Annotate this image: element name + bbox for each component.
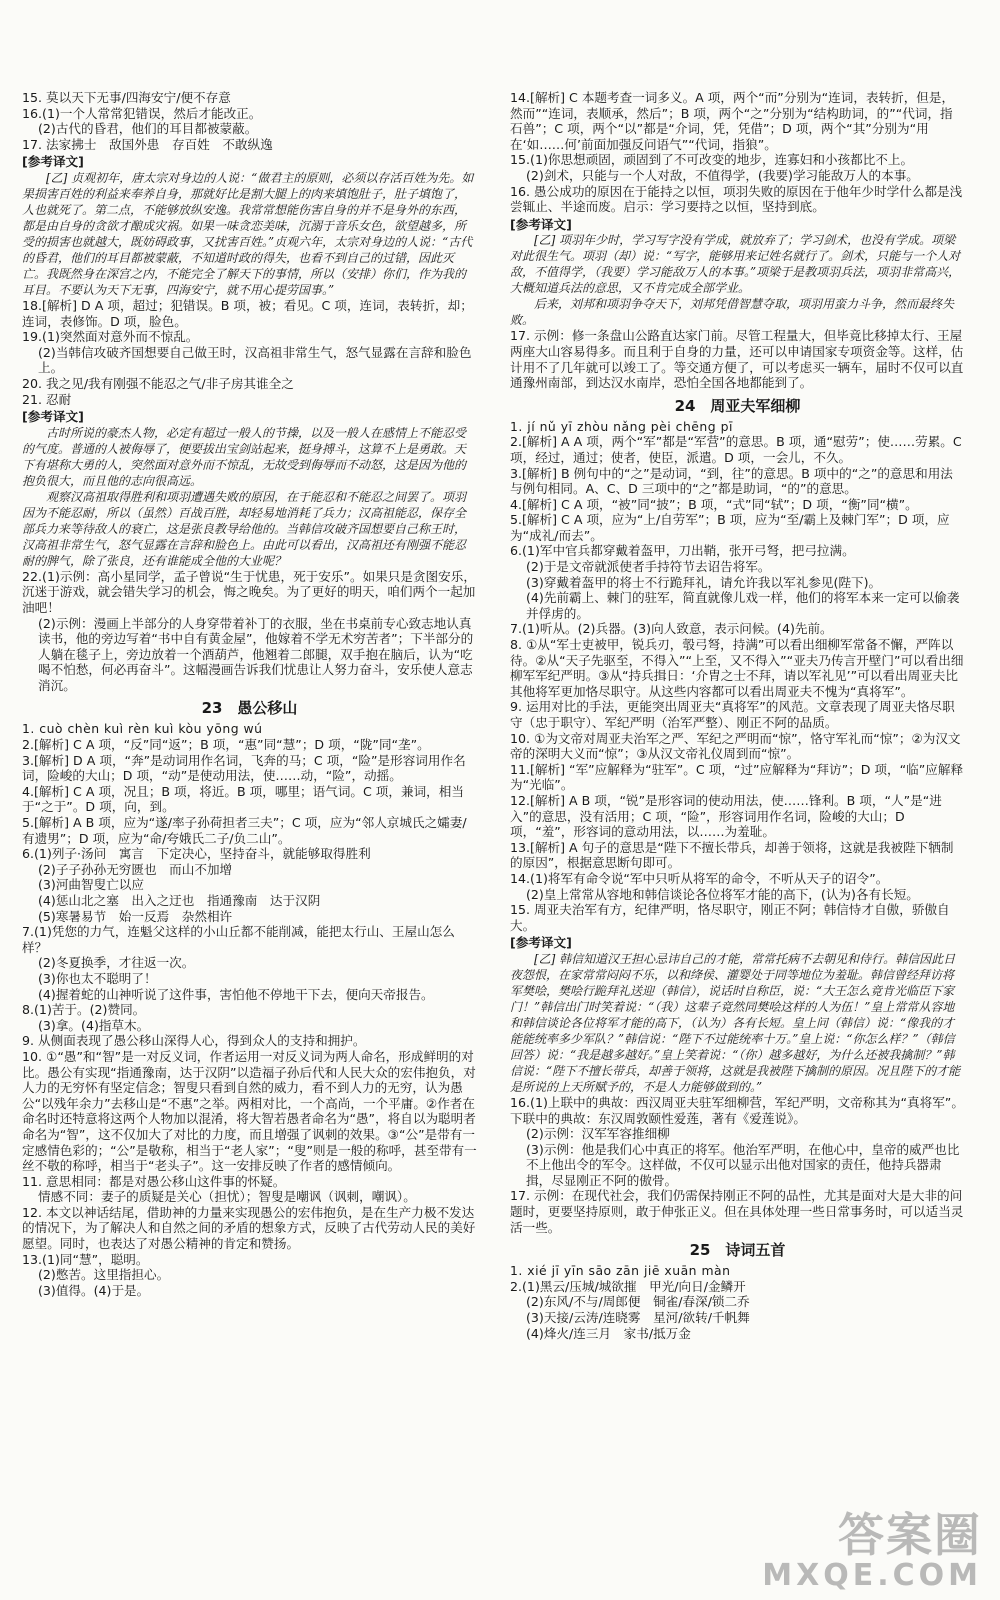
answer-line: 2.(1)黑云/压城/城欲摧 甲光/向日/金鳞开 bbox=[510, 1278, 746, 1294]
answer-subline: (2)子子孙孙无穷匮也 而山不加增 bbox=[38, 861, 233, 877]
answer-line: 17. 示例：修一条盘山公路直达家门前。尽管工程量大，但毕竟比移掉太行、王屋两座大山容易得多。而且利于自身的力量，还可以申请国家专项资金等。这样，估计用不了几年就可以竣工了。等交通方便了，可以考虑买一辆车，届时不仅可以直通豫州南部，到达汉水南岸，恐怕全国各地都能到了。 bbox=[510, 328, 964, 391]
pinyin-answer: 1. cuò chèn kuì rèn kuì kòu yōng wú bbox=[22, 721, 263, 737]
reference-translation-heading: [参考译文] bbox=[510, 935, 572, 951]
answer-line: 10. ①为文帝对周亚夫治军之严、军纪之严明而“惊”，恪守军礼而“惊”；②为汉文帝的深明大义而“惊”；③从汉文帝礼仪周到而“惊”。 bbox=[510, 730, 961, 762]
answer-line: 17. 示例：在现代社会，我们仍需保持刚正不阿的品性，尤其是面对大是大非的问题时，更要坚持原则，敢于伸张正义。但在具体处理一些日常事务时，可以适当灵活一些。 bbox=[510, 1188, 964, 1235]
answer-subline: (4)惩山北之塞 出入之迂也 指通豫南 达于汉阴 bbox=[38, 893, 321, 908]
answer-line: 14.(1)将军有命令说“军中只听从将军的命令，不听从天子的诏令”。 bbox=[510, 870, 889, 886]
answer-line: 12.[解析] A B 项，“锐”是形容词的使动用法，使……锋利。B 项，“人”是“进入”的意思，没有活用；C 项，“险”，形容词用作名词，险峻的大山；D 项，“羞”，形容词的意动用法，以……为羞耻。 bbox=[510, 792, 942, 840]
answer-subline: (3)河曲智叟亡以应 bbox=[38, 877, 144, 893]
answer-line: 13.[解析] A 句子的意思是“陛下不擅长带兵，却善于领将，这就是我被陛下牺制的原因”，根据意思断句即可。 bbox=[510, 839, 954, 871]
pinyin-answer: 1. jí nǔ yī zhòu nǎng pèi chēng pī bbox=[510, 418, 733, 434]
answer-line: 2.[解析] A A 项，两个“军”都是“军营”的意思。B 项，通“慰劳”；使……劳累。C 项，经过，通过；使者，使臣，派遣。D 项，一会儿，不久。 bbox=[510, 434, 966, 465]
answer-line: 9. 运用对比的手法，更能突出周亚夫“真将军”的风范。文章表现了周亚夫恪尽职守（忠于职守）、军纪严明（治军严整）、刚正不阿的品质。 bbox=[510, 699, 955, 730]
answer-line: 3.[解析] B 例句中的“之”是动词，“到，往”的意思。B 项中的“之”的意思和用法与例句相同。A、C、D 三项中的“之”都是助词，“的”的意思。 bbox=[510, 465, 953, 497]
answer-subline: (5)寒暑易节 始一反焉 杂然相许 bbox=[38, 908, 233, 924]
answer-line: 9. 从侧面表现了愚公移山深得人心，得到众人的支持和拥护。 bbox=[22, 1033, 366, 1049]
answer-subline: (2)皇上常常从容地和韩信谈论各位将军才能的高下，(认为)各有长短。 bbox=[526, 886, 919, 902]
answer-subline: (2)示例：漫画上半部分的人身穿带着补丁的衣服，坐在书桌前专心致志地认真读书，他的旁边写着“书中自有黄金屋”，他嫁着不学无术穷苦者”；下半部分的人躺在毯子上，旁边放着一个酒葫芦，他翘着二郎腿，双手抱在脑后，认为“吃喝不怕愁，何必再奋斗”。这幅漫画告诉我们忧患让人努力奋斗，安乐使人意志消沉。 bbox=[38, 615, 474, 693]
answer-subline: (4)握着蛇的山神听说了这件事，害怕他不停地干下去，便向天帝报告。 bbox=[38, 986, 434, 1002]
answer-line: 12. 本文以神话结尾，借助神的力量来实现愚公的宏伟抱负，是在生产力极不发达的情况下，为了解决人和自然之间的矛盾的想象方式，反映了古代劳动人民的美好愿望。同时，也表达了对愚公精神的肯定和赞扬。 bbox=[22, 1204, 476, 1252]
answer-line: 15. 莫以天下无事/四海安宁/便不存意 bbox=[22, 90, 231, 105]
answer-line: 4.[解析] C A 项，况且；B 项，将近。B 项，哪里；语气词。C 项，兼词，相当于“之于”。D 项，向，到。 bbox=[22, 783, 464, 815]
answer-subline: (4)烽火/连三月 家书/抵万金 bbox=[526, 1325, 691, 1341]
answer-subline: (2)憋苦。这里指担心。 bbox=[38, 1267, 170, 1283]
answer-line: 16.(1)上联中的典故：西汉周亚夫驻军细柳营，军纪严明，文帝称其为“真将军”。下联中的典故：东汉周敦颐性爱莲，著有《爱莲说》。 bbox=[510, 1094, 964, 1126]
answer-line: 16.(1)一个人常常犯错误，然后才能改正。 bbox=[22, 105, 262, 121]
answer-line: 6.(1)列子·汤问 寓言 下定决心，坚持奋斗，就能够取得胜利 bbox=[22, 846, 371, 862]
answer-line: 19.(1)突然面对意外而不惊乱。 bbox=[22, 329, 199, 345]
reference-translation-paragraph: [乙] 韩信知道汉王担心忌讳自己的才能，常常托病不去朝见和侍行。韩信因此日夜怨恨，在家常常闷闷不乐，以和绛侯、灌婴处于同等地位为羞耻。韩信曾经拜访将军樊哙，樊哙行跪拜礼送迎（韩信），说话时自称臣，说：“大王怎么竟肯光临臣下家门！”韩信出门时笑着说：“（我）这辈子竟然同樊哙这样的人为伍！”皇上常常从容地和韩信谈论各位将军才能的高下，（认为）各有长短。皇上问（韩信）说：“像我的才能能统率多少军队？”韩信说：“陛下不过能统率十万。”皇上说：“你怎么样？”（韩信回答）说：“我是越多越好。”皇上笑着说：“（你）越多越好，为什么还被我擒制？”韩信说：“陛下不擅长带兵，却善于领将，这就是我被陛下擒制的原因。况且陛下的才能是所说的上天所赋予的，不是人力能够做到的。” bbox=[510, 951, 961, 1094]
answer-line: 21. 忍耐 bbox=[22, 391, 72, 407]
answer-line: 6.(1)军中官兵都穿戴着盔甲，刀出鞘，张开弓弩，把弓拉满。 bbox=[510, 543, 855, 559]
answer-line: 5.[解析] C A 项，应为“上/自劳军”；B 项，应为“至/霸上及棘门军”；D 项，应为“成礼/而去”。 bbox=[510, 512, 950, 543]
answer-line: 10. ①“愚”和“智”是一对反义词，作者运用一对反义词为两人命名，形成鲜明的对比。愚公有实现“指通豫南，达于汉阴”以造福子孙后代和人民大众的宏伟抱负，对人力的无穷怀有坚定信念；智叟只看到自然的威力，看不到人力的无穷，认为愚公“以残年余力”去移山是“不惠”之举。两相对比，一个高尚，一个平庸。②作者在命名时还特意将这两个人物加以混淆，将大智若愚者命名为“愚”，将自以为聪明者命名为“智”，这不仅加大了对比的力度，而且增强了讽刺的效果。③“公”是带有一定感情色彩的；“公”是敬称，相当于“老人家”；“叟”则是一般的称呼，甚至带有一丝不敬的称呼，相当于“老头子”。这一安排反映了作者的感情倾向。 bbox=[22, 1048, 477, 1174]
answer-line: 13.(1)同“慧”，聪明。 bbox=[22, 1251, 149, 1267]
chapter-title: 24 周亚夫军细柳 bbox=[674, 396, 801, 415]
answer-subline: (3)拿。(4)指草木。 bbox=[38, 1017, 150, 1033]
answer-line: 11.[解析] “军”应解释为“驻军”。C 项，“过”应解释为“拜访”；D 项，“临”应解释为“光临”。 bbox=[510, 761, 964, 793]
answer-subline: (3)值得。(4)于是。 bbox=[38, 1282, 150, 1298]
answer-line: 8. ①从“军士吏被甲，锐兵刃，彀弓弩，持满”可以看出细柳军常备不懈，严阵以待。②从“天子先驱至，不得入”“上至，又不得入”“亚夫乃传言开壁门”可以看出细柳军军纪严明。③从“持兵揖日：‘介胄之士不拜，请以军礼见’”可以看出周亚夫比其他将军更加恪尽职守。从这些内容都可以看出周亚夫不愧为“真将军”。 bbox=[510, 637, 964, 699]
answer-subline: (3)示例：他是我们心中真正的将军。他治军严明，在他心中，皇帝的威严也比不上他出令的军令。这样做，不仅可以显示出他对国家的责任，他持兵器肃揖，尽显刚正不阿的傲骨。 bbox=[526, 1141, 960, 1188]
reference-translation-heading: [参考译文] bbox=[510, 216, 572, 232]
answer-line: 15.(1)你思想顽固，顽固到了不可改变的地步，连寡妇和小孩都比不上。 bbox=[510, 152, 914, 168]
answer-line: 3.[解析] D A 项，“奔”是动词用作名词，飞奔的马；C 项，“险”是形容词用作名词，险峻的大山；D 项，“动”是使动用法，使……动，“险”，动摇。 bbox=[22, 752, 466, 784]
chapter-title: 25 诗词五首 bbox=[689, 1241, 786, 1260]
answer-subline: (2)古代的昏君，他们的耳目都被蒙蔽。 bbox=[38, 121, 258, 137]
answer-subline: (2)示例：汉军军容推细柳 bbox=[526, 1126, 670, 1142]
answer-line: 7.(1)凭您的力气，连魁父这样的小山丘都不能削减，能把太行山、王屋山怎么样？ bbox=[22, 924, 455, 955]
answer-line: 4.[解析] C A 项，“被”同“披”；B 项，“式”同“轼”；D 项，“衡”同“横”。 bbox=[510, 496, 918, 512]
answer-subline: (3)天接/云涛/连晓雾 星河/欲转/千帆舞 bbox=[526, 1310, 750, 1326]
answer-line: 17. 法家拂士 敌国外患 存百姓 不敢纵逸 bbox=[22, 136, 273, 152]
reference-translation-heading: [参考译文] bbox=[22, 409, 84, 425]
watermark-logo-text: 答案圈 bbox=[838, 1508, 982, 1562]
answer-subline: (2)当韩信攻破齐国想要自己做王时，汉高祖非常生气，怒气显露在言辞和脸色上。 bbox=[38, 344, 472, 376]
answer-subline: (2)于是文帝就派使者手持符节去诏告将军。 bbox=[526, 559, 771, 575]
answer-line: 7.(1)听从。(2)兵器。(3)向人致意，表示问候。(4)先前。 bbox=[510, 621, 833, 637]
chapter-title: 23 愚公移山 bbox=[201, 699, 298, 718]
left-column bbox=[22, 90, 477, 1298]
answer-subline: (3)你也太不聪明了！ bbox=[38, 970, 157, 986]
site-watermark bbox=[762, 1510, 982, 1592]
answer-subline: (2)东风/不与/周郎便 铜雀/春深/锁二乔 bbox=[526, 1294, 750, 1310]
answer-subline: (3)穿戴着盔甲的将士不行跪拜礼，请允许我以军礼参见(陛下)。 bbox=[526, 574, 882, 590]
reference-translation-heading: [参考译文] bbox=[22, 154, 84, 170]
reference-translation-paragraph: 观察汉高祖取得胜利和项羽遭遇失败的原因，在于能忍和不能忍之间罢了。项羽因为不能忍耐，所以（虽然）百战百胜，却轻易地消耗了兵力；汉高祖能忍，保存全部兵力来等待敌人的衰亡，这是张良教导给他的。当韩信攻破齐国想要自己称王时，汉高祖非常生气，怒气显露在言辞和脸色上。由此可以看出，汉高祖还有刚强不能忍耐的脾气，除了张良，还有谁能成全他的大业呢？ bbox=[22, 489, 467, 568]
answer-subline: (2)冬夏换季，才往返一次。 bbox=[38, 955, 195, 971]
answer-line: 5.[解析] A B 项，应为“遂/率子孙荷担者三夫”；C 项，应为“邻人京城氏之孀妻/有遗男”；D 项，应为“命/夸娥氏二子/负二山”。 bbox=[22, 815, 467, 846]
answer-subline: 情感不同：妻子的质疑是关心（担忧）；智叟是嘲讽（讽刺，嘲讽）。 bbox=[38, 1189, 416, 1205]
answer-line: 11. 意思相同：都是对愚公移山这件事的怀疑。 bbox=[22, 1173, 286, 1189]
right-column bbox=[510, 90, 965, 1341]
reference-translation-paragraph: [乙] 项羽年少时，学习写字没有学成，就放弃了；学习剑术，也没有学成。项梁对此很生气。项羽（却）说：“写字，能够用来记姓名就行了。剑术，只能与一个人对敌，不值得学，（我要）学习能敌万人的本事。”项梁于是教项羽兵法，项羽非常高兴，大概知道兵法的意思，又不肯完成全部学业。 bbox=[510, 233, 961, 296]
answer-subline: (4)先前霸上、棘门的驻军，简直就像儿戏一样，他们的将军本来一定可以偷袭并俘虏的。 bbox=[526, 590, 960, 621]
reference-translation-paragraph: 后来，刘邦和项羽争夺天下，刘邦凭借智慧夺取，项羽用蛮力斗争，然而最终失败。 bbox=[510, 297, 955, 328]
answer-line: 14.[解析] C 本题考查一词多义。A 项，两个“而”分别为“连词，表转折，但是，然而”“连词，表顺承，然后”；B 项，两个“之”分别为“结构助词，的”“代词，指石兽”；C 项，两个“以”都是“介词，凭，凭借”；D 项，两个“其”分别为“用在‘如……何’前面加强反问语气”“代词，指狼”。 bbox=[510, 90, 955, 152]
answer-line: 8.(1)苦于。(2)赞同。 bbox=[22, 1002, 146, 1018]
answer-line: 20. 我之见/我有刚强不能忍之气/非子房其谁全之 bbox=[22, 375, 294, 391]
answer-subline: (2)剑术，只能与一个人对敌，不值得学，(我要)学习能敌万人的本事。 bbox=[526, 167, 919, 183]
pinyin-answer: 1. xié jī yīn sāo zān jiē xuān màn bbox=[510, 1263, 731, 1279]
watermark-domain: MXQE.COM bbox=[762, 1558, 982, 1593]
answer-line: 16. 愚公成功的原因在于能持之以恒，项羽失败的原因在于他年少时学什么都是浅尝辄止、半途而废。启示：学习要持之以恒，坚持到底。 bbox=[510, 183, 963, 215]
answer-line: 15. 周亚夫治军有方，纪律严明，恪尽职守，刚正不阿；韩信恃才自傲，骄傲自大。 bbox=[510, 902, 950, 933]
answer-line: 18.[解析] D A 项，超过；犯错误。B 项，被；看见。C 项，连词，表转折，却；连词，表修饰。D 项，脸色。 bbox=[22, 297, 473, 329]
answer-line: 22.(1)示例：高小星同学，孟子曾说“生于忧患，死于安乐”。如果只是贪图安乐，沉迷于游戏，就会错失学习的机会，悔之晚矣。为了更好的明天，咱们两个一起加油吧！ bbox=[22, 568, 476, 615]
reference-translation-paragraph: 古时所说的豪杰人物，必定有超过一般人的节操，以及一般人在感情上不能忍受的气度。普通的人被侮辱了，便要拔出宝剑站起来，挺身搏斗，这算不上是勇敢。天下有堪称大勇的人，突然面对意外而不惊乱，无故受到侮辱而不动怒，这是因为他的抱负很大，而且他的志向很高远。 bbox=[22, 425, 467, 488]
reference-translation-paragraph: [乙] 贞观初年，唐太宗对身边的人说：“做君主的原则，必须以存活百姓为先。如果损害百姓的利益来奉养自身，那就好比是割大腿上的肉来填饱肚子，肚子填饱了，人也就死了。第二点，不能够放纵安逸。我常常想能伤害自身的并不是身外的东西，都是由自身的贪欲才酿成灾祸。如果一味贪恋美味，沉溺于音乐女色，欲望越多，所受的损害也就越大，既妨碍政事，又扰害百姓。”贞观六年，太宗对身边的人说：“古代的昏君，他们的耳目都被蒙蔽，不知道时政的得失，也看不到自己的过错，因此灭亡。我既然身在深宫之内，不能完全了解天下的事情，所以（安排）你们，作为我的耳目。不要认为天下无事，四海安宁，就不用心提劳国事。” bbox=[22, 170, 474, 297]
answer-line: 2.[解析] C A 项，“反”同“返”；B 项，“惠”同“慧”；D 项，“陇”同“垄”。 bbox=[22, 737, 430, 753]
